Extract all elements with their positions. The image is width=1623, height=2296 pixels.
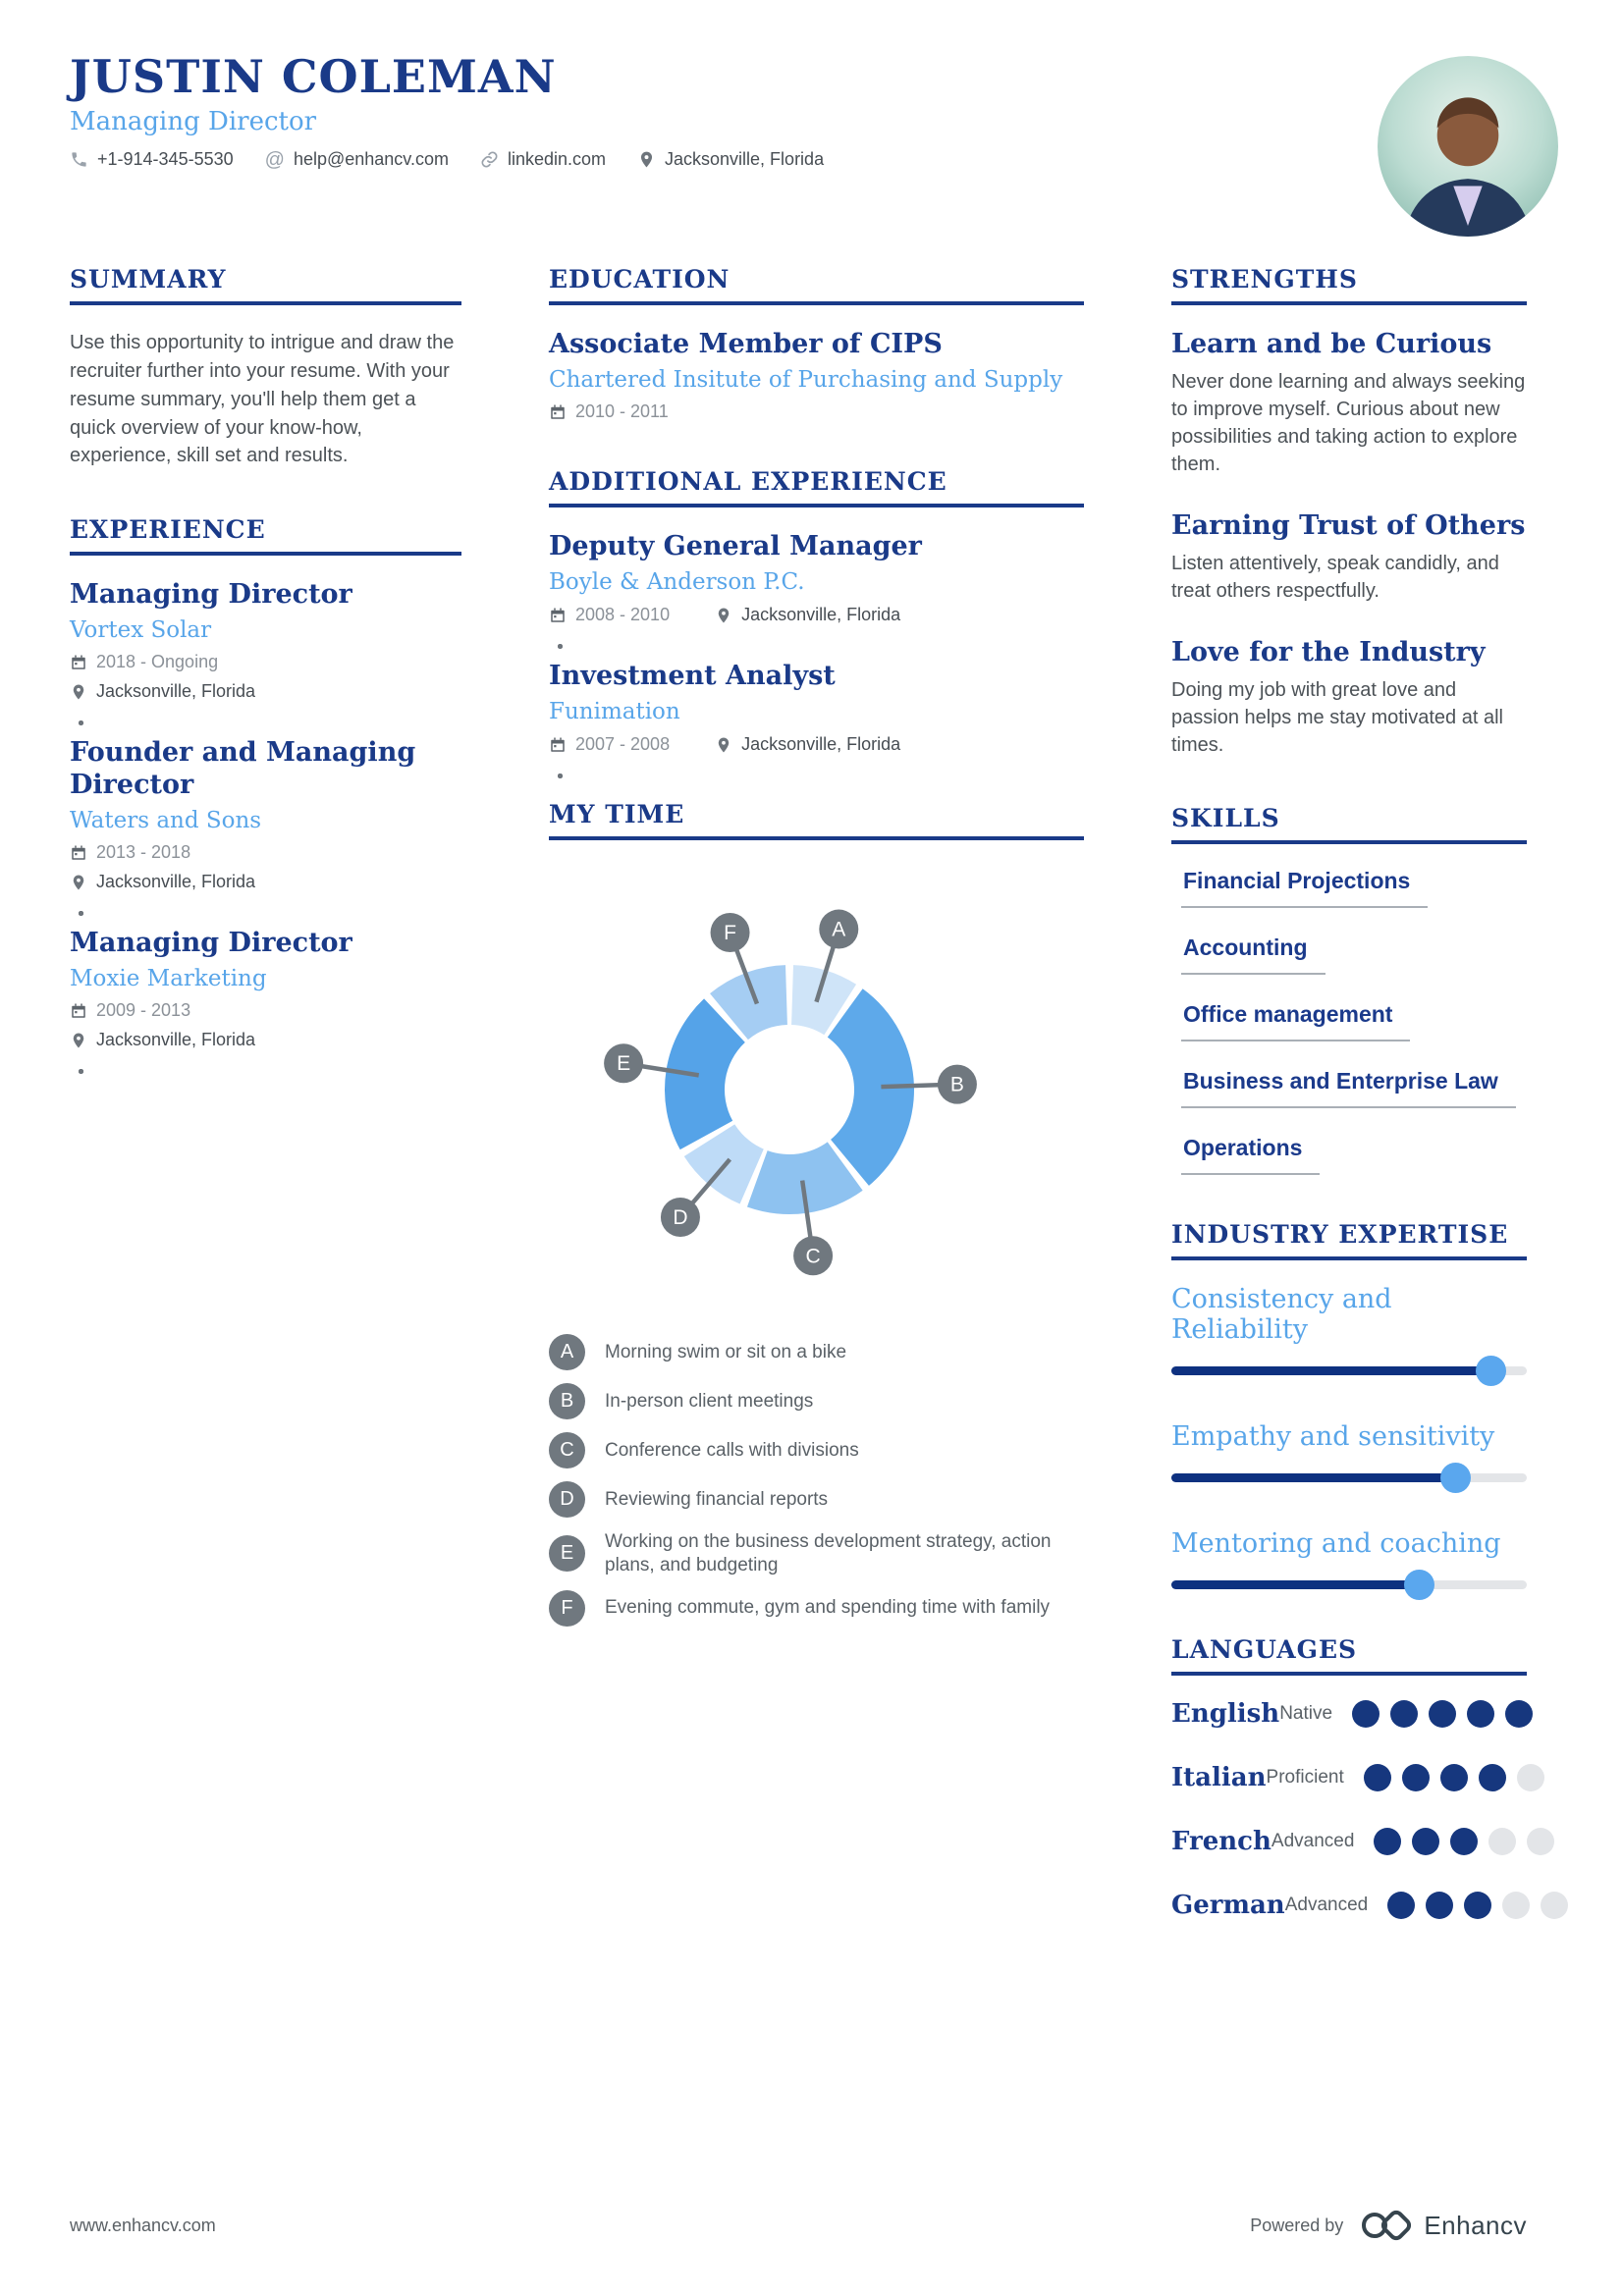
contact-location — [637, 149, 824, 170]
expertise-slider-fill — [1171, 1366, 1491, 1375]
my-time-section — [549, 800, 1084, 1627]
level-dot — [1527, 1828, 1554, 1855]
link-icon — [480, 150, 499, 169]
languages-heading: LANGUAGES — [1171, 1635, 1527, 1676]
language-name: French — [1171, 1827, 1271, 1857]
enhancv-brand[interactable] — [1359, 2207, 1527, 2244]
contact-row — [70, 149, 1527, 170]
enhancv-wordmark: Enhancv — [1424, 2210, 1527, 2240]
my-time-chart-wrap — [549, 864, 1084, 1328]
entry-dates-row — [549, 605, 670, 625]
segment-label-letter: D — [673, 1206, 688, 1230]
entry-dates: 2013 - 2018 — [96, 842, 191, 863]
legend-row — [549, 1334, 1084, 1370]
language-row — [1171, 1763, 1527, 1792]
entry-location-row — [70, 681, 461, 702]
education-entries — [549, 329, 1084, 422]
education-entry — [549, 329, 1084, 422]
legend-row — [549, 1481, 1084, 1518]
calendar-icon — [549, 403, 567, 421]
my-time-heading: MY TIME — [549, 800, 1084, 840]
skills-heading: SKILLS — [1171, 804, 1527, 844]
skill-item — [1181, 934, 1325, 975]
strength-title: Earning Trust of Others — [1171, 510, 1526, 542]
summary-heading: SUMMARY — [70, 265, 461, 305]
degree-title: Associate Member of CIPS — [549, 329, 943, 360]
legend-letter-badge: D — [549, 1481, 585, 1518]
expertise-item — [1171, 1528, 1527, 1589]
skill-item — [1181, 1135, 1320, 1175]
level-dot — [1352, 1700, 1380, 1728]
location-pin-icon — [70, 683, 87, 701]
entry-dates: 2007 - 2008 — [575, 734, 671, 755]
column-left — [70, 265, 461, 1965]
language-row — [1171, 1827, 1527, 1856]
strength-title: Learn and be Curious — [1171, 329, 1492, 360]
legend-letter-badge: F — [549, 1590, 585, 1627]
segment-label-letter: B — [949, 1073, 964, 1096]
level-dot — [1502, 1892, 1530, 1919]
legend-row — [549, 1530, 1084, 1577]
legend-letter-badge: A — [549, 1334, 585, 1370]
experience-entry — [70, 737, 461, 892]
skill-item — [1181, 868, 1428, 908]
strength-text: Never done learning and always seeking to improve myself. Curious about new possibilities and taking action to explore them. — [1171, 371, 1526, 476]
experience-entries — [70, 579, 461, 1050]
at-icon: @ — [264, 148, 285, 171]
resume-footer — [70, 2207, 1527, 2244]
entry-dates-row — [70, 652, 461, 672]
expertise-slider-knob[interactable] — [1404, 1570, 1434, 1600]
contact-phone[interactable] — [70, 149, 234, 170]
entry-meta-row — [549, 605, 1084, 625]
level-dot — [1450, 1828, 1478, 1855]
entry-location-row — [70, 1030, 461, 1050]
strengths-section — [1171, 265, 1527, 759]
location-pin-icon — [715, 736, 732, 754]
profile-photo — [1378, 56, 1558, 237]
experience-heading: EXPERIENCE — [70, 515, 461, 556]
language-name: German — [1171, 1891, 1285, 1921]
expertise-slider[interactable] — [1171, 1366, 1527, 1375]
phone-icon — [70, 150, 88, 169]
entry-dates: 2008 - 2010 — [575, 605, 671, 625]
strength-title: Love for the Industry — [1171, 637, 1486, 668]
level-dot — [1402, 1764, 1430, 1791]
legend-text: Working on the business development strategy, action plans, and budgeting — [605, 1531, 1052, 1575]
skills-items — [1171, 868, 1527, 1175]
skill-item — [1181, 1001, 1410, 1041]
additional-experience-section — [549, 467, 1084, 755]
profile-photo-illustration — [1378, 56, 1558, 237]
languages-section — [1171, 1635, 1527, 1920]
expertise-label: Empathy and sensitivity — [1171, 1421, 1495, 1453]
education-section — [549, 265, 1084, 422]
language-level: Proficient — [1266, 1767, 1344, 1789]
education-dates: 2010 - 2011 — [575, 401, 669, 422]
strength-item — [1171, 510, 1527, 605]
powered-by — [1250, 2207, 1527, 2244]
calendar-icon — [549, 607, 567, 624]
segment-label-letter: E — [617, 1052, 631, 1076]
skill-label: Office management — [1183, 1001, 1393, 1028]
entry-title: Founder and Managing Director — [70, 737, 416, 801]
entry-location: Jacksonville, Florida — [96, 681, 256, 702]
language-rating-dots — [1364, 1764, 1544, 1791]
entry-title: Managing Director — [70, 928, 352, 959]
contact-email-value: help@enhancv.com — [293, 149, 449, 170]
strength-item — [1171, 637, 1527, 759]
strengths-heading: STRENGTHS — [1171, 265, 1527, 305]
legend-text: Morning swim or sit on a bike — [605, 1341, 847, 1362]
strength-text: Listen attentively, speak candidly, and treat others respectfully. — [1171, 553, 1499, 603]
education-dates-row — [549, 401, 1084, 422]
my-time-legend — [549, 1334, 1084, 1627]
level-dot — [1479, 1764, 1506, 1791]
language-rating-dots — [1387, 1892, 1568, 1919]
additional-experience-heading: ADDITIONAL EXPERIENCE — [549, 467, 1084, 507]
entry-location: Jacksonville, Florida — [96, 1030, 256, 1050]
skill-label: Accounting — [1183, 934, 1308, 961]
skill-item — [1181, 1068, 1516, 1108]
contact-phone-value: +1-914-345-5530 — [97, 149, 234, 170]
level-dot — [1390, 1700, 1418, 1728]
entry-dates: 2009 - 2013 — [96, 1000, 191, 1021]
entry-title: Investment Analyst — [549, 661, 836, 692]
entry-title: Deputy General Manager — [549, 531, 922, 562]
calendar-icon — [70, 1002, 87, 1020]
entry-company: Waters and Sons — [70, 808, 262, 834]
language-row — [1171, 1891, 1527, 1920]
industry-expertise-section — [1171, 1220, 1527, 1589]
school-name: Chartered Insitute of Purchasing and Supply — [549, 367, 1063, 394]
entry-location: Jacksonville, Florida — [741, 734, 901, 755]
experience-entry — [70, 579, 461, 702]
summary-text: Use this opportunity to intrigue and draw the recruiter further into your resume. With your resume summary, you'll help them get a quick overview of your know-how, experience, skill set and results. — [70, 332, 455, 467]
entry-company: Vortex Solar — [70, 617, 212, 644]
entry-location: Jacksonville, Florida — [741, 605, 901, 625]
location-pin-icon — [715, 607, 732, 624]
legend-row — [549, 1432, 1084, 1468]
legend-letter-badge: B — [549, 1383, 585, 1419]
language-level: Native — [1279, 1703, 1333, 1725]
strength-text: Doing my job with great love and passion helps me stay motivated at all times. — [1171, 679, 1503, 757]
entry-location-row — [715, 734, 900, 755]
segment-label-letter: F — [724, 922, 736, 945]
segment-label-letter: A — [832, 918, 846, 941]
expertise-item — [1171, 1284, 1527, 1375]
location-pin-icon — [70, 874, 87, 891]
entry-dates-row — [70, 1000, 461, 1021]
experience-entry — [70, 928, 461, 1050]
expertise-slider-knob[interactable] — [1440, 1463, 1471, 1493]
legend-letter-badge: C — [549, 1432, 585, 1468]
skill-label: Financial Projections — [1183, 868, 1411, 894]
enhancv-logo-icon — [1359, 2207, 1416, 2244]
level-dot — [1505, 1700, 1533, 1728]
language-rating-dots — [1352, 1700, 1533, 1728]
legend-text: Evening commute, gym and spending time with family — [605, 1597, 1051, 1619]
level-dot — [1464, 1892, 1491, 1919]
legend-row — [549, 1383, 1084, 1419]
experience-section — [70, 515, 461, 1050]
strength-item — [1171, 329, 1527, 478]
skill-label: Business and Enterprise Law — [1183, 1068, 1498, 1095]
legend-text: Reviewing financial reports — [605, 1488, 829, 1510]
level-dot — [1488, 1828, 1516, 1855]
segment-label-letter: C — [805, 1245, 821, 1268]
expertise-label: Mentoring and coaching — [1171, 1528, 1501, 1560]
additional-experience-entry — [549, 661, 1084, 755]
my-time-donut-chart — [549, 864, 1084, 1323]
level-dot — [1517, 1764, 1544, 1791]
site-url[interactable]: www.enhancv.com — [70, 2215, 216, 2235]
calendar-icon — [549, 736, 567, 754]
expertise-slider-fill — [1171, 1473, 1456, 1482]
entry-company: Moxie Marketing — [70, 966, 267, 992]
additional-experience-entry — [549, 531, 1084, 625]
level-dot — [1374, 1828, 1401, 1855]
level-dot — [1426, 1892, 1453, 1919]
location-pin-icon — [70, 1032, 87, 1049]
education-heading: EDUCATION — [549, 265, 1084, 305]
column-middle — [549, 265, 1084, 1965]
expertise-slider-fill — [1171, 1580, 1420, 1589]
powered-by-label: Powered by — [1250, 2215, 1344, 2235]
legend-letter-badge: E — [549, 1535, 585, 1572]
expertise-slider-knob[interactable] — [1476, 1356, 1506, 1386]
entry-company: Funimation — [549, 699, 680, 725]
column-right — [1171, 265, 1527, 1965]
industry-expertise-heading: INDUSTRY EXPERTISE — [1171, 1220, 1527, 1260]
expertise-label: Consistency and Reliability — [1171, 1284, 1392, 1346]
language-level: Advanced — [1271, 1831, 1355, 1852]
language-name: Italian — [1171, 1763, 1267, 1793]
language-items — [1171, 1699, 1527, 1920]
strengths-items — [1171, 329, 1527, 759]
level-dot — [1467, 1700, 1494, 1728]
contact-location-value: Jacksonville, Florida — [665, 149, 825, 170]
language-row — [1171, 1699, 1527, 1729]
contact-link-value: linkedin.com — [507, 149, 607, 170]
entry-location-row — [715, 605, 900, 625]
level-dot — [1429, 1700, 1456, 1728]
contact-email[interactable] — [265, 149, 449, 170]
legend-text: In-person client meetings — [605, 1390, 814, 1412]
person-job-title: Managing Director — [70, 107, 317, 137]
summary-section — [70, 265, 461, 470]
resume-body — [0, 265, 1623, 1965]
industry-expertise-items — [1171, 1284, 1527, 1589]
legend-text: Conference calls with divisions — [605, 1439, 859, 1461]
language-level: Advanced — [1284, 1895, 1369, 1916]
expertise-slider[interactable] — [1171, 1473, 1527, 1482]
additional-experience-entries — [549, 531, 1084, 755]
expertise-item — [1171, 1421, 1527, 1482]
location-pin-icon — [637, 150, 656, 169]
language-rating-dots — [1374, 1828, 1554, 1855]
contact-link[interactable] — [480, 149, 606, 170]
entry-company: Boyle & Anderson P.C. — [549, 569, 805, 596]
calendar-icon — [70, 654, 87, 671]
skills-section — [1171, 804, 1527, 1175]
calendar-icon — [70, 844, 87, 862]
entry-dates: 2018 - Ongoing — [96, 652, 219, 672]
entry-location: Jacksonville, Florida — [96, 872, 256, 892]
legend-row — [549, 1590, 1084, 1627]
entry-title: Managing Director — [70, 579, 352, 611]
entry-dates-row — [70, 842, 461, 863]
level-dot — [1412, 1828, 1439, 1855]
skill-label: Operations — [1183, 1135, 1303, 1161]
level-dot — [1364, 1764, 1391, 1791]
entry-location-row — [70, 872, 461, 892]
entry-meta-row — [549, 734, 1084, 755]
entry-dates-row — [549, 734, 670, 755]
level-dot — [1440, 1764, 1468, 1791]
level-dot — [1387, 1892, 1415, 1919]
person-name: JUSTIN COLEMAN — [70, 50, 557, 103]
resume-header — [0, 0, 1623, 170]
level-dot — [1541, 1892, 1568, 1919]
language-name: English — [1171, 1699, 1280, 1730]
expertise-slider[interactable] — [1171, 1580, 1527, 1589]
